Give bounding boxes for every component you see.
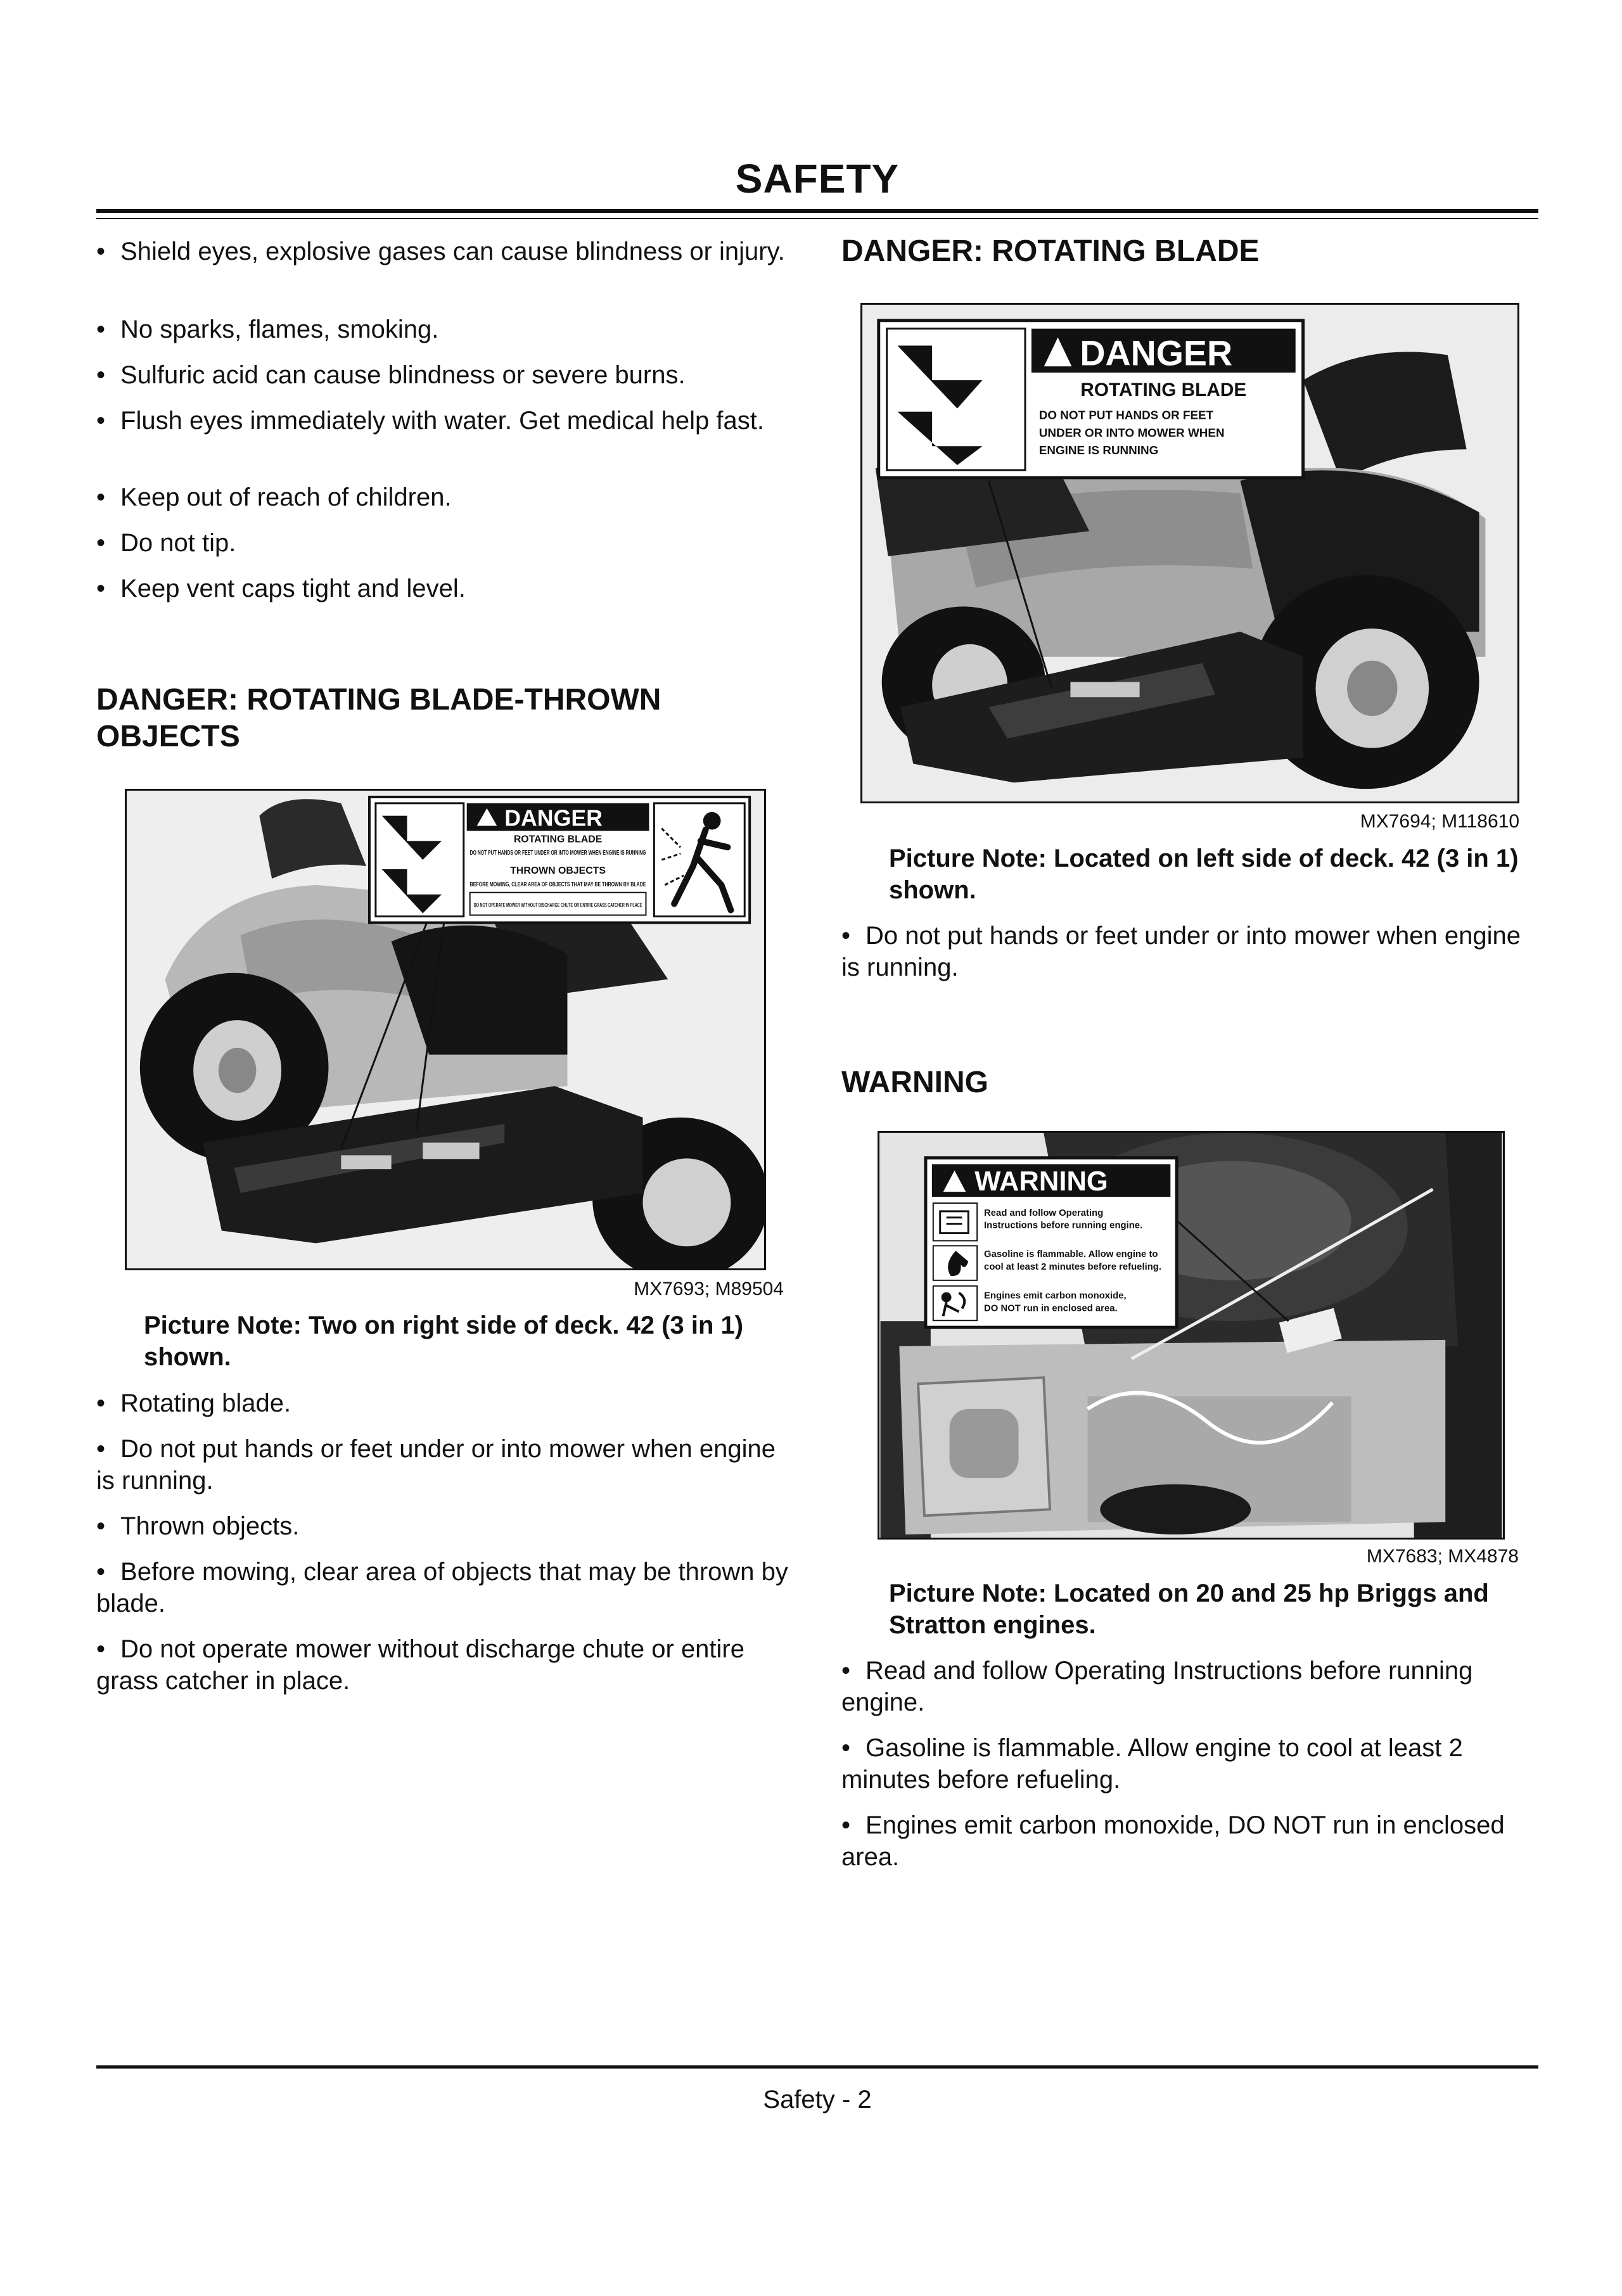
svg-text:UNDER OR INTO MOWER WHEN: UNDER OR INTO MOWER WHEN [1038, 426, 1225, 440]
list-item: • No sparks, flames, smoking. [96, 314, 793, 345]
list-item: • Thrown objects. [96, 1510, 793, 1542]
bullet-dot [96, 361, 105, 389]
list-item: • Keep out of reach of children. [96, 482, 793, 513]
svg-text:Instructions before running en: Instructions before running engine. [984, 1220, 1143, 1231]
svg-text:DO NOT PUT HANDS OR FEET UNDER: DO NOT PUT HANDS OR FEET UNDER OR INTO MOWER WHEN ENGINE IS RUNNING [469, 850, 646, 857]
list-item: • Gasoline is flammable. Allow engine to cool at least 2 minutes before refueling. [841, 1732, 1538, 1795]
picture-note: Picture Note: Located on left side of deck. 42 (3 in 1) shown. [889, 845, 1519, 904]
list-item: • Do not put hands or feet under or into mower when engine is running. [96, 1433, 793, 1496]
left-column [96, 0, 793, 2296]
figure-code: MX7694; M118610 [1360, 811, 1519, 832]
picture-note: Picture Note: Two on right side of deck. 42 (3 in 1) shown. [144, 1311, 744, 1371]
list-item: • Keep vent caps tight and level. [96, 573, 793, 604]
svg-text:DANGER: DANGER [504, 805, 603, 831]
list-item: • Engines emit carbon monoxide, DO NOT run in enclosed area. [841, 1809, 1538, 1873]
figure-engine-warning [878, 1131, 1505, 1540]
figure-code: MX7693; M89504 [634, 1279, 784, 1299]
svg-text:cool at least 2 minutes before: cool at least 2 minutes before refueling. [984, 1261, 1161, 1272]
svg-text:DO NOT run in enclosed area.: DO NOT run in enclosed area. [984, 1303, 1118, 1314]
picture-note: Picture Note: Located on 20 and 25 hp Briggs and Stratton engines. [889, 1579, 1489, 1639]
list-item: • Do not operate mower without discharge chute or entire grass catcher in place. [96, 1633, 793, 1697]
bullet-dot [96, 483, 105, 511]
bullet-dot [96, 1435, 105, 1463]
bullet-dot [96, 238, 105, 265]
list-item: • Flush eyes immediately with water. Get medical help fast. [96, 405, 793, 437]
bullet-dot [96, 575, 105, 603]
mower-right-deck-illustration [127, 791, 764, 1268]
svg-text:DO NOT PUT HANDS OR FEET: DO NOT PUT HANDS OR FEET [1038, 408, 1214, 422]
bullet-dot [841, 1657, 850, 1685]
svg-text:THROWN OBJECTS: THROWN OBJECTS [510, 865, 606, 876]
svg-text:Engines emit carbon monoxide,: Engines emit carbon monoxide, [984, 1291, 1127, 1301]
mower-left-deck-illustration [862, 305, 1517, 801]
list-item: • Rotating blade. [96, 1387, 793, 1419]
footer-rule [96, 2065, 1538, 2069]
bullet-dot [841, 922, 850, 950]
svg-text:DO NOT OPERATE MOWER WITHOUT D: DO NOT OPERATE MOWER WITHOUT DISCHARGE CHUTE OR ENTIRE GRASS CATCHER IN PLACE [473, 902, 642, 909]
section-heading-rotating-blade: DANGER: ROTATING BLADE [841, 234, 1260, 268]
page-title: SAFETY [735, 156, 900, 201]
bullet-dot [841, 1811, 850, 1839]
bullet-dot [96, 1512, 105, 1540]
bullet-dot [96, 1389, 105, 1417]
svg-text:DANGER: DANGER [1080, 333, 1233, 373]
right-column [841, 0, 1538, 2296]
svg-text:WARNING: WARNING [974, 1166, 1108, 1197]
bullet-dot [96, 316, 105, 343]
svg-text:BEFORE MOWING, CLEAR AREA OF O: BEFORE MOWING, CLEAR AREA OF OBJECTS THAT MAY BE THROWN BY BLADE [469, 881, 646, 888]
figure-mower-right-deck [125, 789, 766, 1270]
svg-text:ENGINE IS RUNNING: ENGINE IS RUNNING [1038, 443, 1159, 457]
bullet-dot [96, 1558, 105, 1586]
list-item: • Shield eyes, explosive gases can cause blindness or injury. [96, 236, 793, 267]
engine-illustration [879, 1133, 1503, 1538]
warning-decal [926, 1158, 1177, 1327]
danger-decal [879, 321, 1303, 478]
danger-decal [369, 797, 750, 922]
list-item: • Do not put hands or feet under or into mower when engine is running. [841, 920, 1538, 983]
list-item: • Before mowing, clear area of objects that may be thrown by blade. [96, 1556, 793, 1619]
section-heading-thrown-objects: DANGER: ROTATING BLADE-THROWN OBJECTS [96, 683, 661, 753]
figure-code: MX7683; MX4878 [1366, 1546, 1519, 1567]
list-item: • Sulfuric acid can cause blindness or severe burns. [96, 359, 793, 391]
svg-text:Read and follow Operating: Read and follow Operating [984, 1208, 1104, 1218]
svg-text:Gasoline is flammable. Allow e: Gasoline is flammable. Allow engine to [984, 1249, 1158, 1260]
svg-text:ROTATING BLADE: ROTATING BLADE [1080, 379, 1247, 400]
bullet-dot [96, 407, 105, 435]
section-heading-warning: WARNING [841, 1066, 988, 1099]
figure-mower-left-deck [860, 303, 1519, 803]
page-number: Safety - 2 [763, 2086, 872, 2114]
bullet-dot [841, 1734, 850, 1762]
svg-text:ROTATING BLADE: ROTATING BLADE [513, 834, 603, 845]
bullet-dot [96, 529, 105, 557]
list-item: • Do not tip. [96, 527, 793, 559]
bullet-dot [96, 1635, 105, 1663]
list-item: • Read and follow Operating Instructions before running engine. [841, 1655, 1538, 1718]
